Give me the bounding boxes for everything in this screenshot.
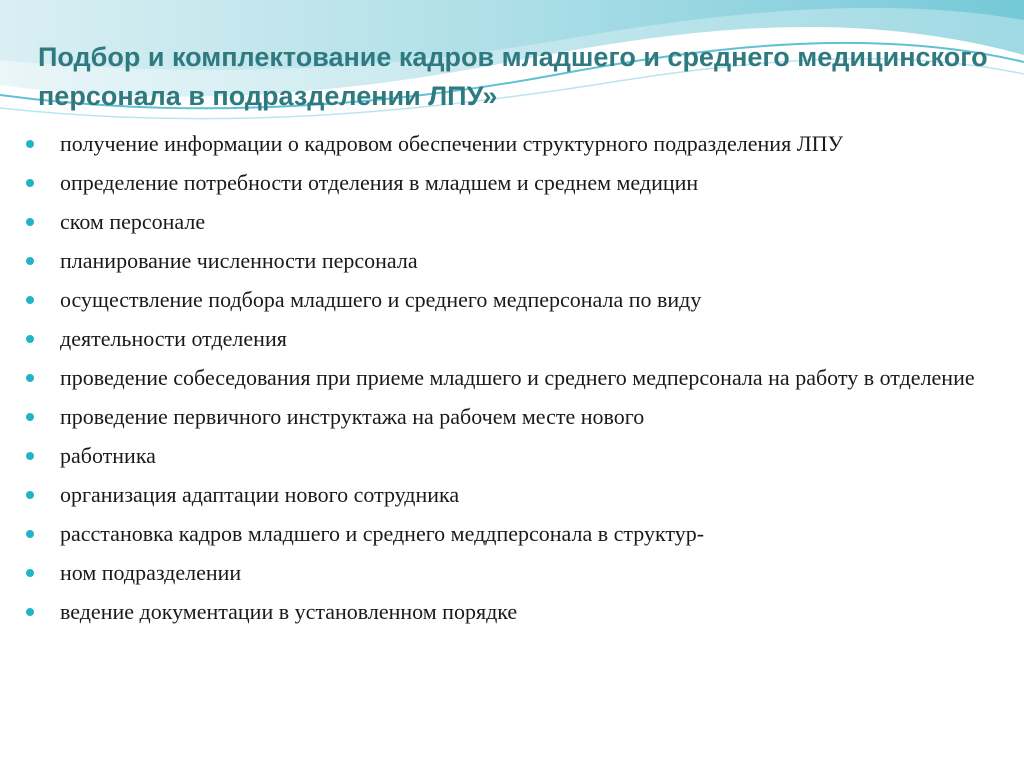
list-item-text: проведение первичного инструктажа на рабочем месте нового [60,404,645,429]
list-item [26,247,1001,275]
list-item [26,442,1001,470]
list-item-text: получение информации о кадровом обеспечении структурного подразделения ЛПУ [60,131,844,156]
list-item [26,325,1001,353]
list-item-text: осуществление подбора младшего и среднего медперсонала по виду [60,287,702,312]
list-item-text: планирование численности персонала [60,248,418,273]
bullet-icon [26,452,34,460]
list-item [26,169,1001,197]
bullet-icon [26,140,34,148]
bullet-icon [26,530,34,538]
bullet-icon [26,296,34,304]
list-item [26,208,1001,236]
list-item [26,481,1001,509]
list-item-text: ведение документации в установленном порядке [60,599,518,624]
bullet-list [26,130,1001,637]
bullet-icon [26,491,34,499]
list-item-text: ском персонале [60,209,206,234]
list-item-text: определение потребности отделения в младшем и среднем медицин [60,170,699,195]
bullet-icon [26,257,34,265]
list-item [26,520,1001,548]
bullet-icon [26,569,34,577]
list-item-text: организация адаптации нового сотрудника [60,482,460,507]
list-item-text: работника [60,443,156,468]
bullet-icon [26,413,34,421]
list-item [26,364,1001,392]
list-item [26,598,1001,626]
bullet-icon [26,608,34,616]
list-item-text: расстановка кадров младшего и среднего меддперсонала в структур- [60,521,705,546]
bullet-icon [26,374,34,382]
list-item-text: деятельности отделения [60,326,287,351]
list-item [26,130,1001,158]
slide-title: Подбор и комплектование кадров младшего и среднего медицинского персонала в подразделении ЛПУ» [38,42,988,111]
bullet-icon [26,218,34,226]
list-item-text: проведение собеседования при приеме младшего и среднего медперсонала на работу в отделение [60,365,975,390]
list-item-text: ном подразделении [60,560,242,585]
bullet-icon [26,179,34,187]
bullet-icon [26,335,34,343]
list-item [26,403,1001,431]
list-item [26,286,1001,314]
list-item [26,559,1001,587]
